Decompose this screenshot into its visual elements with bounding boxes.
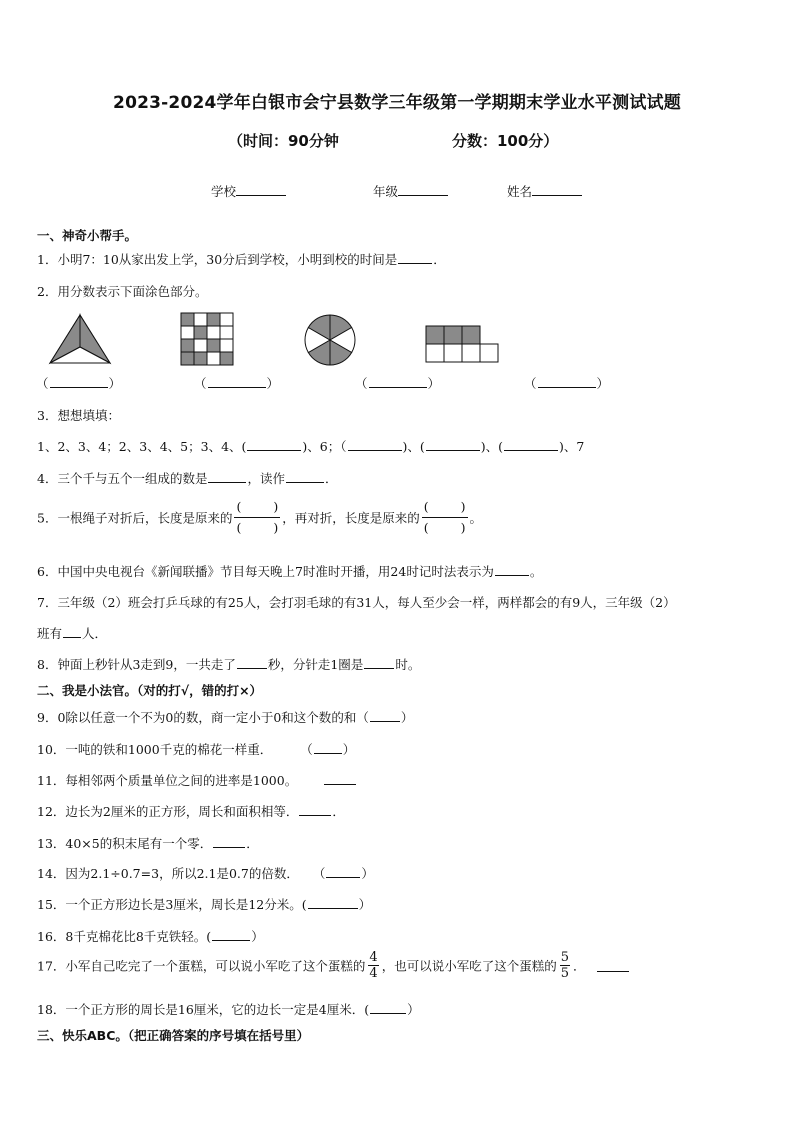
question-5: 5．一根绳子对折后，长度是原来的 $\frac{( )}{( )}$ ，再对折，长度是原来的 $\frac{( )}{( )}$ 。 [37,499,483,535]
triangle-figure [46,312,114,366]
bar-figure [425,325,501,365]
section-3-heading: 三、快乐ABC。（把正确答案的序号填在括号里） [37,1028,310,1043]
grade-blank[interactable] [398,182,448,196]
question-7-line-2: 班有 人． [37,626,108,641]
fraction-blank[interactable]: $\frac{( )}{( )}$ [236,499,279,535]
exam-score: 分数：100分） [452,132,559,150]
question-13: 13．40×5的积末尾有一个零． ． [37,836,259,851]
section-1-heading: 一、神奇小帮手。 [37,228,138,243]
grade-field[interactable] [373,182,448,200]
page-title: 2023-2024学年白银市会宁县数学三年级第一学期期末学业水平测试试题 [113,93,681,113]
question-11: 11．每相邻两个质量单位之间的进率是1000。 [37,771,357,789]
figure-2-answer[interactable]: （ ） [194,376,280,391]
answer-blank[interactable] [398,251,432,264]
question-3-sequence: 1、2、3、4；2、3、4、5；3、4、( )、6；（ )、( )、( )、7 [37,439,585,454]
school-label: 学校 [211,184,237,199]
fraction-5-5: $\frac{5}{5}$ [560,950,569,981]
question-7-line-1: 7．三年级（2）班会打乒乓球的有25人，会打羽毛球的有31人，每人至少会一样，两样都会的有9人，三年级（2） [37,595,676,610]
figure-1-answer[interactable]: （ ） [36,376,122,391]
question-14: 14．因为2.1÷0.7=3，所以2.1是0.7的倍数． （ ） [37,866,374,881]
question-4: 4．三个千与五个一组成的数是 ，读作 ． [37,471,338,486]
question-3: 3．想想填填： [37,408,120,423]
question-8: 8．钟面上秒针从3走到9，一共走了 秒，分针走1圈是 时。 [37,657,421,672]
question-16: 16．8千克棉花比8千克铁轻。( ） [37,929,264,944]
grid-figure [180,312,234,366]
fraction-blank[interactable]: $\frac{( )}{( )}$ [423,499,466,535]
circle-figure [303,313,357,367]
name-label: 姓名 [507,184,533,199]
question-1: 1．小明7：10从家出发上学，30分后到学校，小明到校的时间是 ． [37,252,446,267]
name-field[interactable] [507,182,582,200]
fraction-4-4: $\frac{4}{4}$ [369,950,378,981]
question-17: 17．小军自己吃完了一个蛋糕，可以说小军吃了这个蛋糕的 $\frac{4}{4}$ ，也可以说小军吃了这个蛋糕的 $\frac{5}{5}$ ． [37,950,630,981]
question-6: 6．中国中央电视台《新闻联播》节目每天晚上7时准时开播，用24时记时法表示为 。 [37,564,543,579]
question-9: 9．0除以任意一个不为0的数，商一定小于0和这个数的和（ ） [37,710,414,725]
school-field[interactable] [211,182,286,200]
question-18: 18．一个正方形的周长是16厘米，它的边长一定是4厘米．( ） [37,1002,420,1017]
figure-3-answer[interactable]: （ ） [355,376,441,391]
question-15: 15．一个正方形边长是3厘米，周长是12分米。( ） [37,897,372,912]
grade-label: 年级 [373,184,399,199]
question-12: 12．边长为2厘米的正方形，周长和面积相等． ． [37,804,345,819]
name-blank[interactable] [532,182,582,196]
school-blank[interactable] [236,182,286,196]
figure-4-answer[interactable]: （ ） [524,376,610,391]
section-2-heading: 二、我是小法官。（对的打√，错的打×） [37,683,263,698]
question-10: 10．一吨的铁和1000千克的棉花一样重． （ ） [37,742,356,757]
question-2: 2．用分数表示下面涂色部分。 [37,284,208,299]
exam-time: （时间：90分钟 [228,132,339,150]
